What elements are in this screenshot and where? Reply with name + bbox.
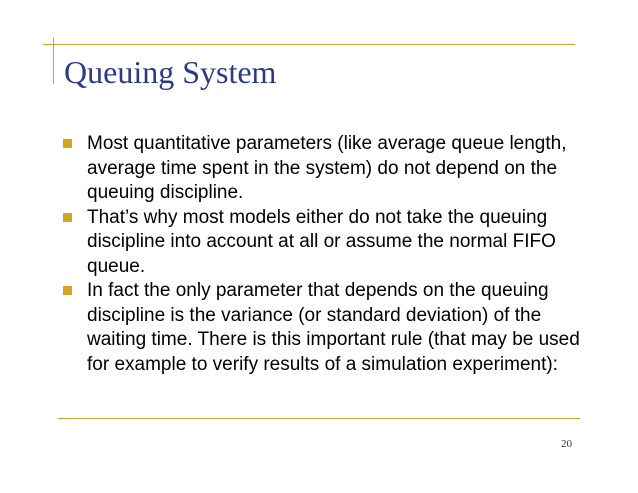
slide-title: Queuing System [64,54,277,90]
square-bullet-icon [63,213,72,222]
title-accent-line [53,38,54,84]
square-bullet-icon [63,286,72,295]
bullet-text: That’s why most models either do not take the queuing discipline into account at all or assume the normal FIFO queue. [87,206,556,277]
page-number: 20 [561,438,572,450]
square-bullet-icon [63,139,72,148]
bullet-list [62,132,582,377]
bullet-text: In fact the only parameter that depends on the queuing discipline is the variance (or standard deviation) of the waiting time. There is this important rule (that may be used for example to verify results of a simulation experiment): [87,280,580,375]
bottom-divider [58,418,580,419]
bullet-item [62,132,582,206]
bullet-item [62,206,582,280]
top-divider [43,44,575,45]
bullet-item [62,279,582,377]
bullet-text: Most quantitative parameters (like average queue length, average time spent in the system) do not depend on the queuing discipline. [87,133,567,203]
